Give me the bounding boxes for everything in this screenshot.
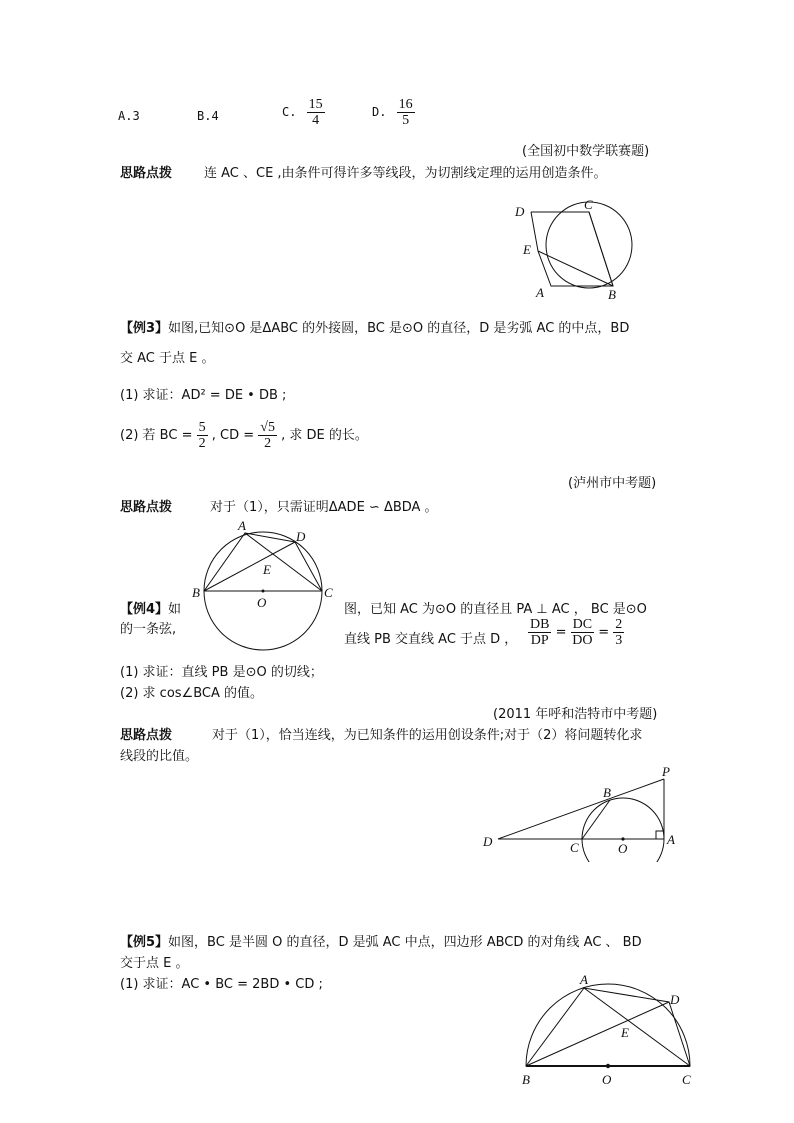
option-c-denominator: 4 (312, 113, 320, 128)
figure-4-center-point (606, 1064, 610, 1068)
option-d (372, 97, 415, 128)
figure-3-tangent-diagram (478, 764, 683, 862)
figure-3-label-p: P (662, 764, 670, 779)
option-d-fraction (397, 97, 415, 128)
figure-2-label-c: C (324, 585, 333, 600)
example-3-bc-fraction (197, 420, 208, 451)
figure-1-label-a: A (536, 285, 544, 300)
option-c (282, 97, 325, 128)
example-3-cd-denominator: 2 (264, 436, 272, 451)
example-4-equals-2: = (598, 625, 610, 640)
option-d-denominator: 5 (402, 113, 410, 128)
example-4-ratio-1-numerator: DB (530, 617, 550, 632)
example-5-statement: 如图，BC 是半圆 O 的直径，D 是弧 AC 中点，四边形 ABCD 的对角线 AC 、 BD (168, 935, 642, 950)
example-4-question-1: (1) 求证：直线 PB 是⊙O 的切线； (120, 665, 323, 680)
figure-1-label-b: B (608, 287, 616, 302)
figure-3-line-dbp (498, 779, 664, 839)
example-3-q2-mid: , CD = (211, 428, 255, 443)
example-5-question-1: (1) 求证：AC • BC = 2BD • CD ; (120, 977, 323, 992)
example-3-q2-prefix: (2) 若 BC = (120, 428, 193, 443)
example-4-statement-1: 图，已知 AC 为⊙O 的直径且 PA ⊥ AC ， BC 是⊙O (344, 602, 647, 617)
example-4-ratio-value (613, 617, 624, 648)
figure-4-diagonal-bd (526, 1002, 669, 1066)
option-d-prefix: D. (372, 105, 387, 119)
example-5-line-2: 交于点 E 。 (120, 956, 189, 971)
figure-1-label-c: C (584, 197, 593, 212)
example-4-source: (2011 年呼和浩特市中考题) (493, 707, 658, 722)
figure-2-label-o: O (257, 595, 267, 610)
example-4-hint-line-2: 线段的比值。 (120, 749, 199, 764)
example-4-question-2: (2) 求 cos∠BCA 的值。 (120, 686, 264, 701)
example-4-ratio-db-dp (528, 617, 551, 648)
figure-2-segment-dc (295, 542, 322, 591)
example-4-ratio-1-denominator: DP (530, 633, 549, 648)
example-3-line-1 (120, 317, 629, 336)
option-c-fraction (307, 97, 325, 128)
example-3-bc-denominator: 2 (198, 436, 206, 451)
example-3-q2-suffix: , 求 DE 的长。 (281, 428, 368, 443)
figure-3-right-angle-mark (656, 831, 664, 839)
figure-4-quadrilateral (526, 988, 690, 1066)
example-3-statement: 如图,已知⊙O 是ΔABC 的外接圆，BC 是⊙O 的直径，D 是劣弧 AC 的中点，BD (168, 321, 630, 336)
option-b: B.4 (197, 109, 219, 123)
example-4-ratio-2-numerator: DC (572, 617, 593, 632)
figure-3-label-a: A (667, 832, 675, 847)
figure-3-label-d: D (483, 834, 493, 849)
example-4-statement-2: 直线 PB 交直线 AC 于点 D ， (344, 632, 518, 647)
example-4-ratio-equation (528, 617, 624, 648)
hint-label-2: 思路点拨 (120, 500, 173, 515)
example-4-ratio-dc-do (571, 617, 594, 648)
example-3-question-2 (120, 420, 368, 451)
figure-2-label-e: E (263, 562, 271, 577)
figure-3-segment-cb (582, 800, 610, 839)
figure-2-segment-bd (204, 542, 295, 591)
example-3-bc-numerator: 5 (198, 420, 206, 435)
source-citation-1: (全国初中数学联赛题) (522, 144, 650, 159)
example-3-question-1: (1) 求证：AD² = DE • DB ; (120, 388, 287, 403)
figure-2-center-point (262, 590, 265, 593)
figure-3-label-c: C (570, 840, 579, 855)
example-4-ratio-3-denominator: 3 (615, 633, 623, 648)
figure-1-label-d: D (515, 204, 525, 219)
option-d-numerator: 16 (398, 97, 413, 112)
figure-2-circle-diagram (188, 518, 338, 660)
example-5-title: 【例5】 (120, 935, 169, 950)
example-4-ratio-2-denominator: DO (572, 633, 593, 648)
figure-4-label-d: D (670, 992, 680, 1007)
hint-text-1: 连 AC 、CE ,由条件可得许多等线段，为切割线定理的运用创造条件。 (204, 166, 607, 181)
example-4-hint-line-1: 对于（1），恰当连线，为已知条件的运用创设条件;对于（2）将问题转化求 (212, 728, 643, 743)
figure-2-label-a: A (238, 518, 246, 533)
figure-1-segment-cb (589, 212, 613, 286)
example-4-title: 【例4】 (120, 602, 169, 617)
option-c-numerator: 15 (308, 97, 323, 112)
figure-1-label-e: E (523, 242, 531, 257)
example-3-cd-fraction (258, 420, 277, 451)
example-4-line-1-left (120, 598, 181, 617)
figure-4-semicircle (526, 984, 690, 1066)
figure-4-semicircle-diagram (514, 968, 704, 1090)
example-4-equals-1: = (555, 625, 567, 640)
hint-label-3: 思路点拨 (120, 728, 173, 743)
figure-1-circle-diagram (508, 196, 638, 306)
example-3-source: (泸州市中考题) (568, 476, 657, 491)
figure-4-label-e: E (621, 1025, 629, 1040)
example-4-fragment-1: 如 (168, 602, 182, 617)
figure-4-label-a: A (580, 972, 588, 987)
figure-3-label-b: B (603, 785, 611, 800)
figure-2-label-d: D (296, 529, 306, 544)
figure-4-label-o: O (602, 1072, 612, 1087)
example-4-ratio-3-numerator: 2 (615, 617, 623, 632)
example-3-hint: 对于（1），只需证明ΔADE ∽ ΔBDA 。 (210, 500, 438, 515)
figure-2-label-b: B (192, 585, 200, 600)
example-3-cd-numerator: √5 (260, 420, 275, 435)
example-3-line-2: 交 AC 于点 E 。 (120, 351, 215, 366)
figure-4-label-b: B (522, 1072, 530, 1087)
example-3-title: 【例3】 (120, 321, 169, 336)
option-a: A.3 (118, 109, 140, 123)
figure-4-label-c: C (682, 1072, 691, 1087)
example-4-fragment-2: 的一条弦, (120, 622, 177, 637)
figure-3-label-o: O (618, 841, 628, 856)
example-5-line-1 (120, 931, 642, 950)
option-c-prefix: C. (282, 105, 297, 119)
hint-label-1: 思路点拨 (120, 166, 173, 181)
